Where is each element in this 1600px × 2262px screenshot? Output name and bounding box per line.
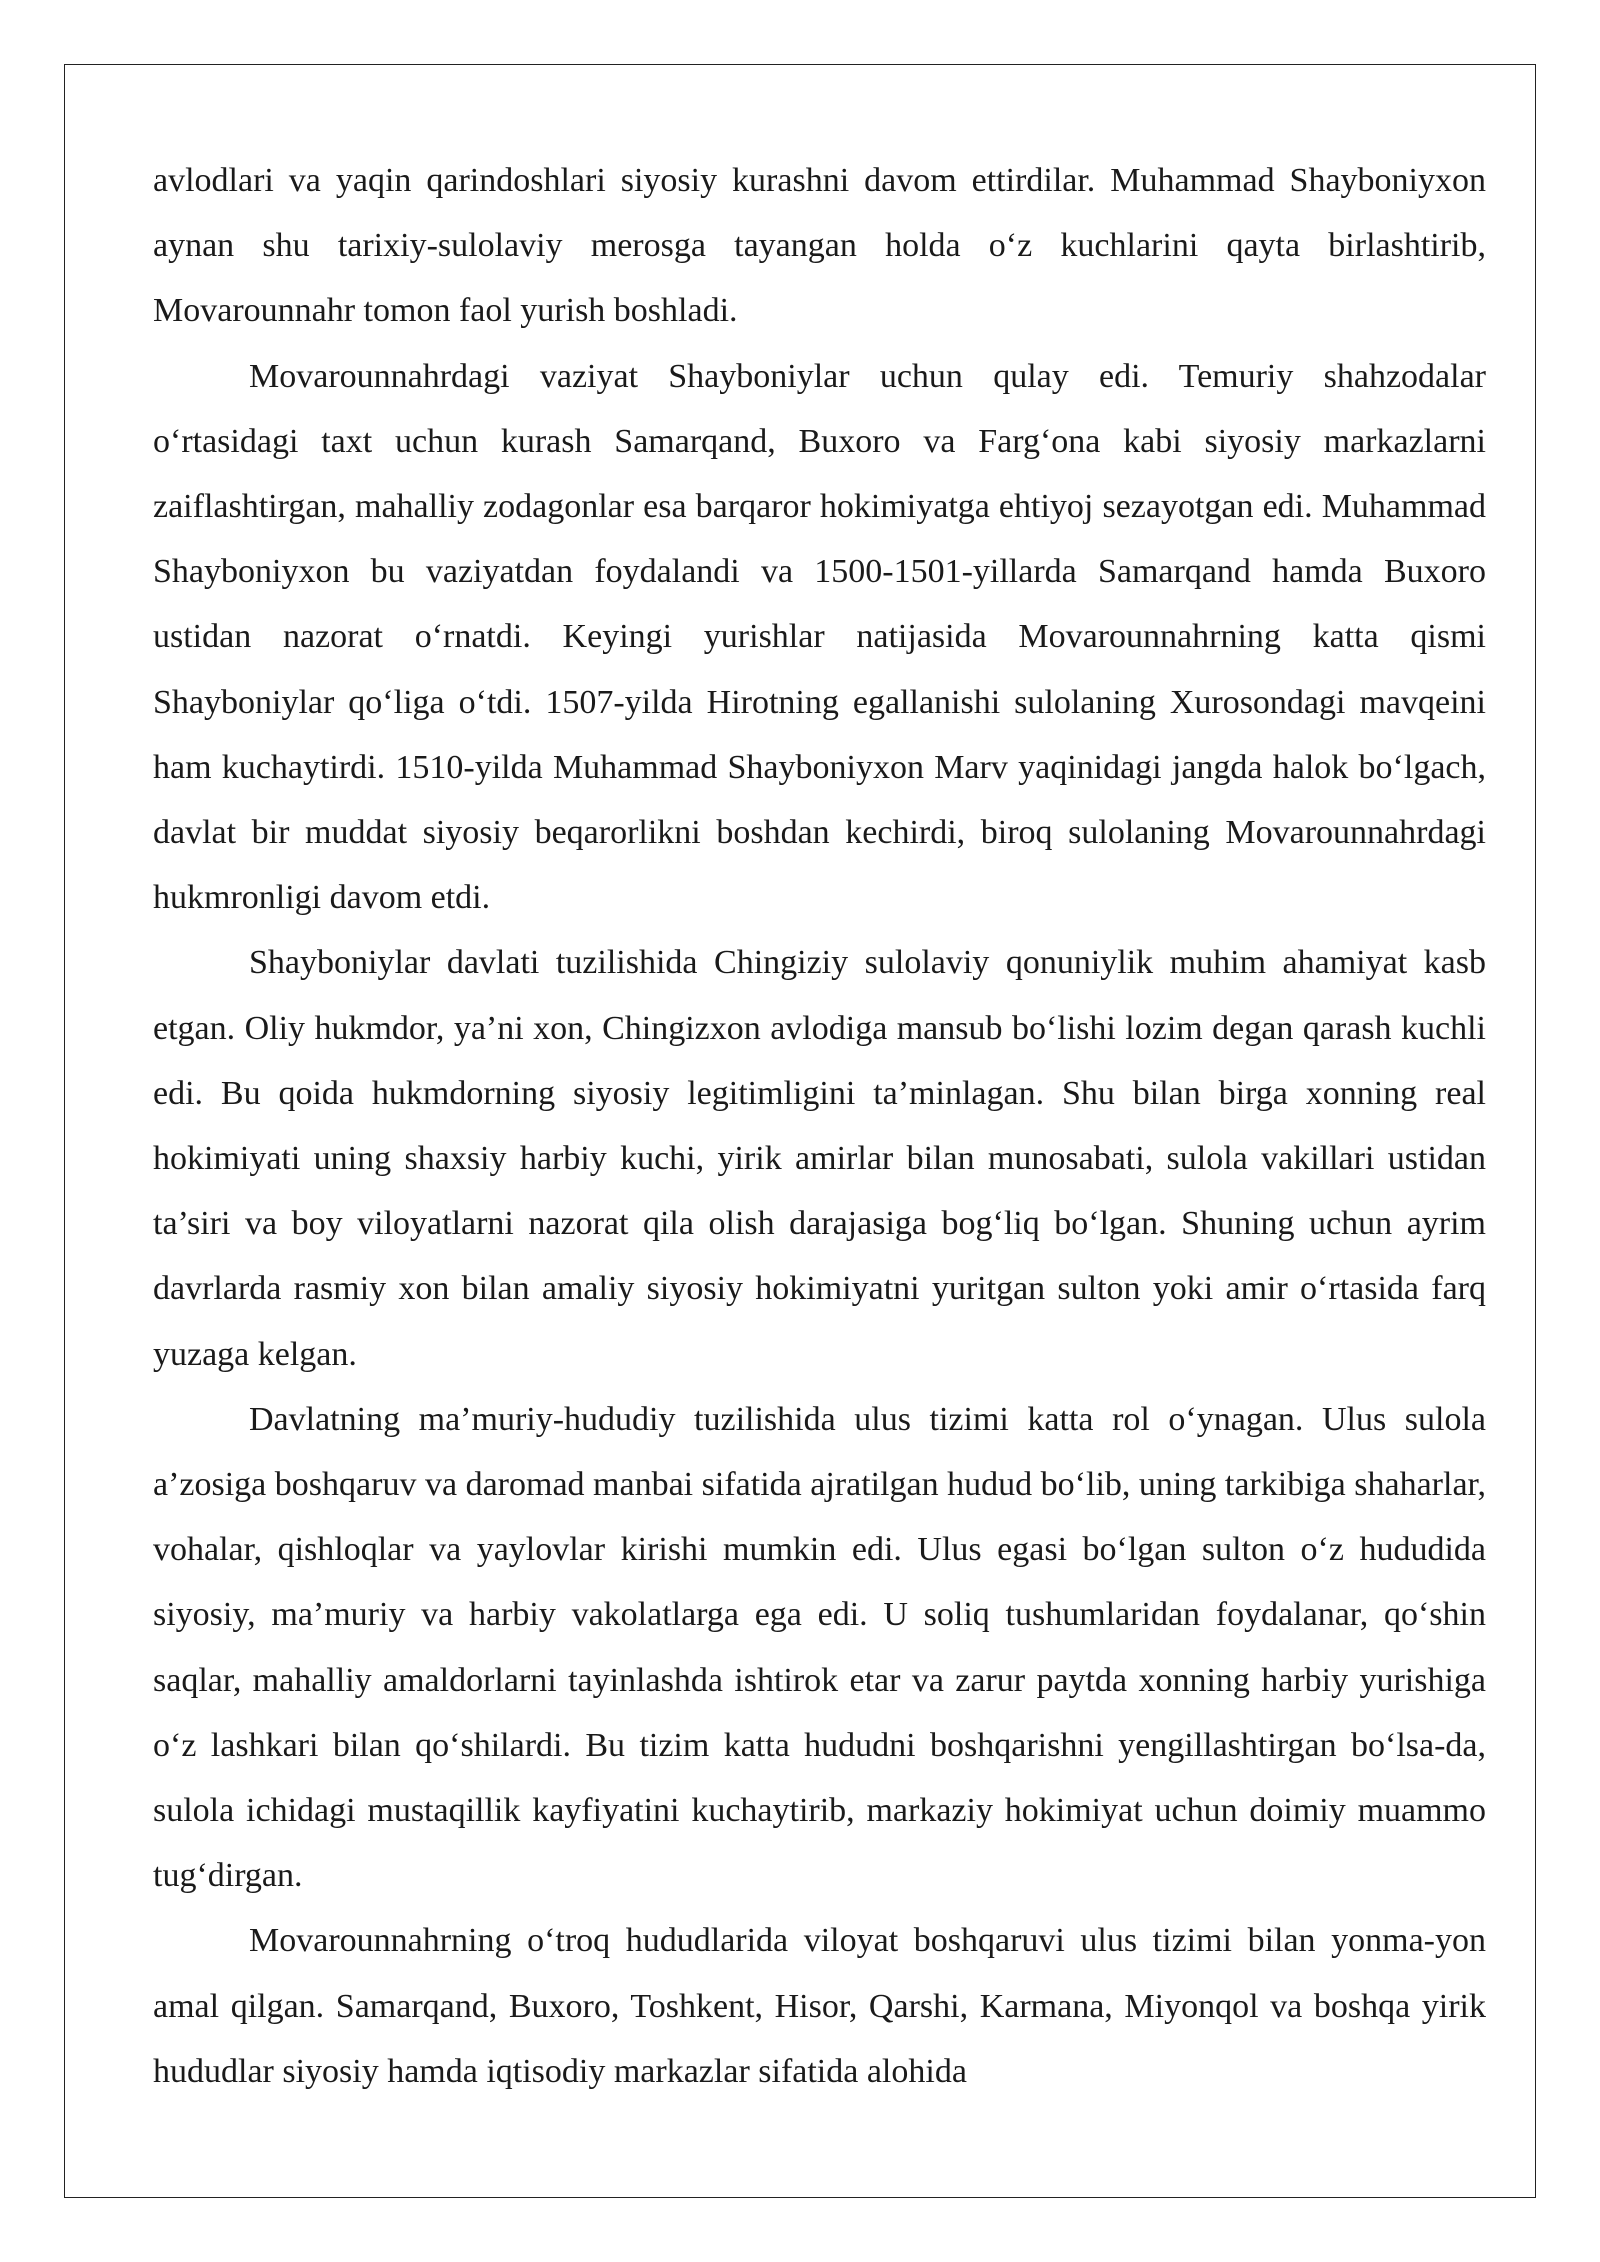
paragraph-continuation: avlodlari va yaqin qarindoshlari siyosiy kurashni davom ettirdilar. Muhammad Shayboniyxon aynan shu tarixiy-sulolaviy merosga tayangan holda o‘z kuchlarini qayta birlashtirib, Movarounnahr tomon faol yurish boshladi. bbox=[153, 162, 1486, 330]
document-body bbox=[153, 148, 1486, 2104]
paragraph-5: Movarounnahrning o‘troq hududlarida viloyat boshqaruvi ulus tizimi bilan yonma-yon amal qilgan. Samarqand, Buxoro, Toshkent, Hisor, Qarshi, Karmana, Miyonqol va boshqa yirik hududlar siyosiy hamda iqtisodiy markazlar sifatida alohida bbox=[153, 1922, 1486, 2090]
paragraph-2: Movarounnahrdagi vaziyat Shayboniylar uchun qulay edi. Temuriy shahzodalar o‘rtasidagi taxt uchun kurash Samarqand, Buxoro va Farg‘ona kabi siyosiy markazlarni zaiflashtirgan, mahalliy zodagonlar esa barqaror hokimiyatga ehtiyoj sezayotgan edi. Muhammad Shayboniyxon bu vaziyatdan foydalandi va 1500-1501-yillarda Samarqand hamda Buxoro ustidan nazorat o‘rnatdi. Keyingi yurishlar natijasida Movarounnahrning katta qismi Shayboniylar qo‘liga o‘tdi. 1507-yilda Hirotning egallanishi sulolaning Xurosondagi mavqeini ham kuchaytirdi. 1510-yilda Muhammad Shayboniyxon Marv yaqinidagi jangda halok bo‘lgach, davlat bir muddat siyosiy beqarorlikni boshdan kechirdi, biroq sulolaning Movarounnahrdagi hukmronligi davom etdi. bbox=[153, 357, 1486, 917]
paragraph-3: Shayboniylar davlati tuzilishida Chingiziy sulolaviy qonuniylik muhim ahamiyat kasb etgan. Oliy hukmdor, ya’ni xon, Chingizxon avlodiga mansub bo‘lishi lozim degan qarash kuchli edi. Bu qoida hukmdorning siyosiy legitimligini ta’minlagan. Shu bilan birga xonning real hokimiyati uning shaxsiy harbiy kuchi, yirik amirlar bilan munosabati, sulola vakillari ustidan ta’siri va boy viloyatlarni nazorat qila olish darajasiga bog‘liq bo‘lgan. Shuning uchun ayrim davrlarda rasmiy xon bilan amaliy siyosiy hokimiyatni yuritgan sulton yoki amir o‘rtasida farq yuzaga kelgan. bbox=[153, 944, 1486, 1373]
paragraph-4: Davlatning ma’muriy-hududiy tuzilishida ulus tizimi katta rol o‘ynagan. Ulus sulola a’zosiga boshqaruv va daromad manbai sifatida ajratilgan hudud bo‘lib, uning tarkibiga shaharlar, vohalar, qishloqlar va yaylovlar kirishi mumkin edi. Ulus egasi bo‘lgan sulton o‘z hududida siyosiy, ma’muriy va harbiy vakolatlarga ega edi. U soliq tushumlaridan foydalanar, qo‘shin saqlar, mahalliy amaldorlarni tayinlashda ishtirok etar va zarur paytda xonning harbiy yurishiga o‘z lashkari bilan qo‘shilardi. Bu tizim katta hududni boshqarishni yengillashtirgan bo‘lsa-da, sulola ichidagi mustaqillik kayfiyatini kuchaytirib, markaziy hokimiyat uchun doimiy muammo tug‘dirgan. bbox=[153, 1400, 1486, 1895]
